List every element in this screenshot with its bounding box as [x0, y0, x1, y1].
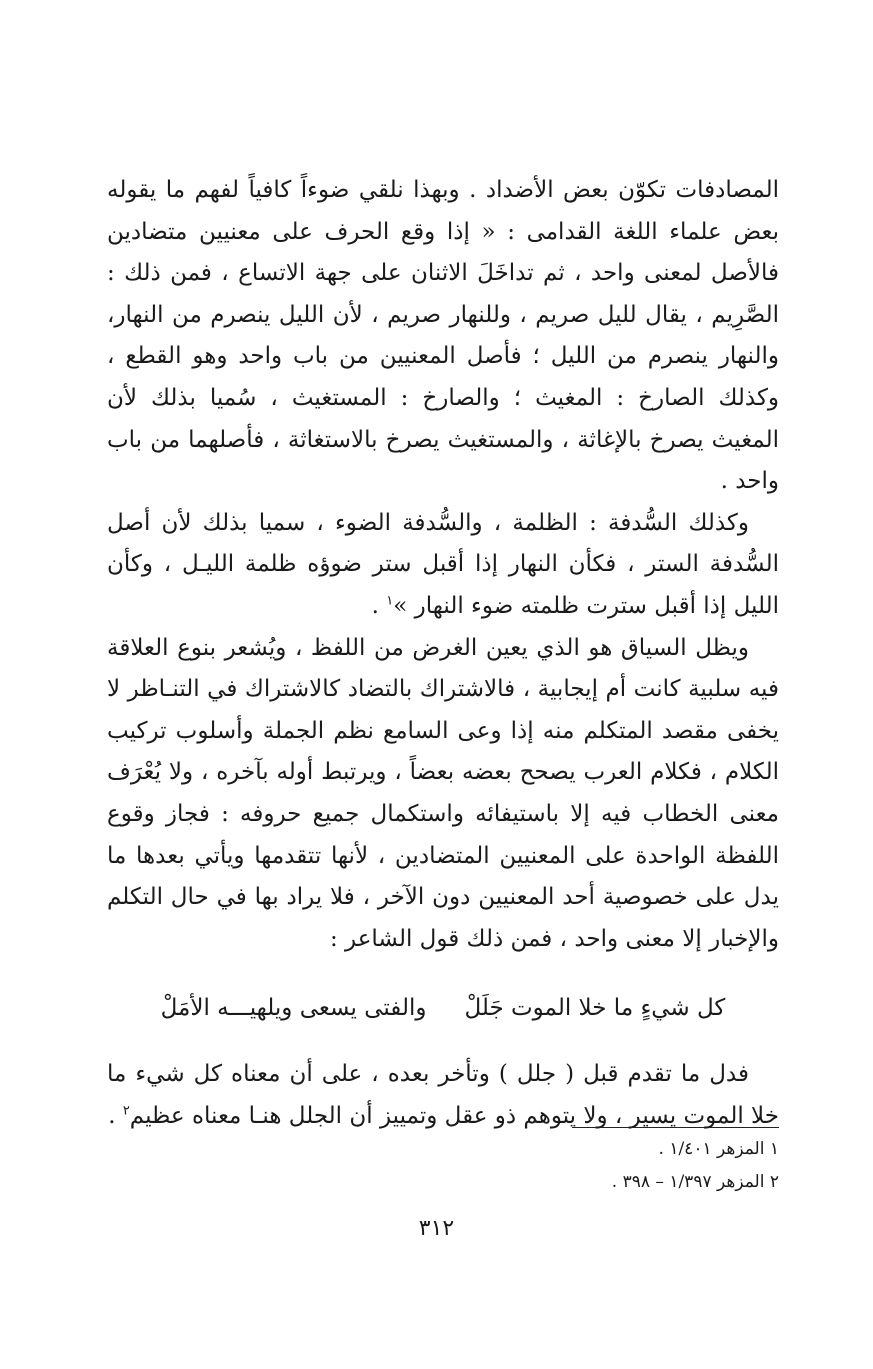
poetry-verse	[107, 986, 779, 1030]
footnote-1-number: ١	[769, 1139, 779, 1159]
footnote-1-text: المزهر ١/٤٠١ .	[658, 1139, 765, 1159]
footnote-2	[420, 1166, 779, 1199]
footnote-ref-2: ٢	[122, 1103, 130, 1119]
closing-paragraph-tail: .	[108, 1102, 123, 1129]
paragraph-2-tail: .	[371, 592, 387, 619]
footnote-1	[420, 1133, 779, 1166]
verse-first-hemistich: كل شيءٍ ما خلا الموت جَلَلْ	[464, 995, 726, 1022]
footnotes	[420, 1133, 779, 1199]
paragraph-3	[107, 628, 779, 961]
footnote-2-text: المزهر ١/٣٩٧ – ٣٩٨ .	[611, 1172, 765, 1192]
paragraph-2-text: وكذلك السُّدفة : الظلمة ، والسُّدفة الضوء ، سميا بذلك لأن أصل السُّدفة الستر ، فكأن النهار إذا أقبل ستر ضوؤه ظلمة الليـل ، وكأن الليل إذا أقبل سترت ظلمته ضوء النهار »	[107, 509, 779, 619]
closing-paragraph-text: فدل ما تقدم قبل ( جلل ) وتأخر بعده ، على أن معناه كل شيء ما خلا الموت يسير ، ولا يتوهم ذو عقل وتمييز أن الجلل هنـا معناه عظيم	[107, 1061, 779, 1129]
paragraph-3-text: ويظل السياق هو الذي يعين الغرض من اللفظ ، ويُشعر بنوع العلاقة فيه سلبية كانت أم إيجابية ، فالاشتراك بالتضاد كالاشتراك في التنـاظر لا يخفى مقصد المتكلم منه إذا وعى السامع نظم الجملة وأسلوب تركيب الكلام ، فكلام العرب يصحح بعضه بعضاً ، ويرتبط أوله بآخره ، ولا يُعْرَف معنى الخطاب فيه إلا باستيفائه واستكمال جميع حروفه : فجاز وقوع اللفظة الواحدة على المعنيين المتضادين ، لأنها تتقدمها ويأتي بعدها ما يدل على خصوصية أحد المعنيين دون الآخر ، فلا يراد بها في حال التكلم والإخبار إلا معنى واحد ، فمن ذلك قول الشاعر :	[107, 634, 779, 952]
page-number: ٣١٢	[418, 1216, 455, 1241]
paragraph-1-text: المصادفات تكوّن بعض الأضداد . وبهذا نلقي ضوءاً كافياً لفهم ما يقوله بعض علماء اللغة القدامى : « إذا وقع الحرف على معنيين متضادين فالأصل لمعنى واحد ، ثم تداخَلَ الاثنان على جهة الاتساع ، فمن ذلك : الصَّرِيم ، يقال لليل صريم ، وللنهار صريم ، لأن الليل ينصرم من النهار، والنهار ينصرم من الليل ؛ فأصل المعنيين من باب واحد وهو القطع ، وكذلك الصارخ : المغيث ؛ والصارخ : المستغيث ، سُميا بذلك لأن المغيث يصرخ بالإغاثة ، والمستغيث يصرخ بالاستغاثة ، فأصلهما من باب واحد .	[107, 177, 779, 495]
main-text	[107, 170, 779, 1137]
verse-second-hemistich: والفتى يسعى ويلهيـــه الأمَلْ	[160, 995, 427, 1022]
paragraph-2	[107, 503, 779, 628]
footnote-2-number: ٢	[769, 1172, 779, 1192]
paragraph-1	[107, 170, 779, 503]
footnote-ref-1: ١	[386, 593, 394, 609]
footnote-separator	[572, 1127, 779, 1128]
closing-paragraph	[107, 1054, 779, 1137]
